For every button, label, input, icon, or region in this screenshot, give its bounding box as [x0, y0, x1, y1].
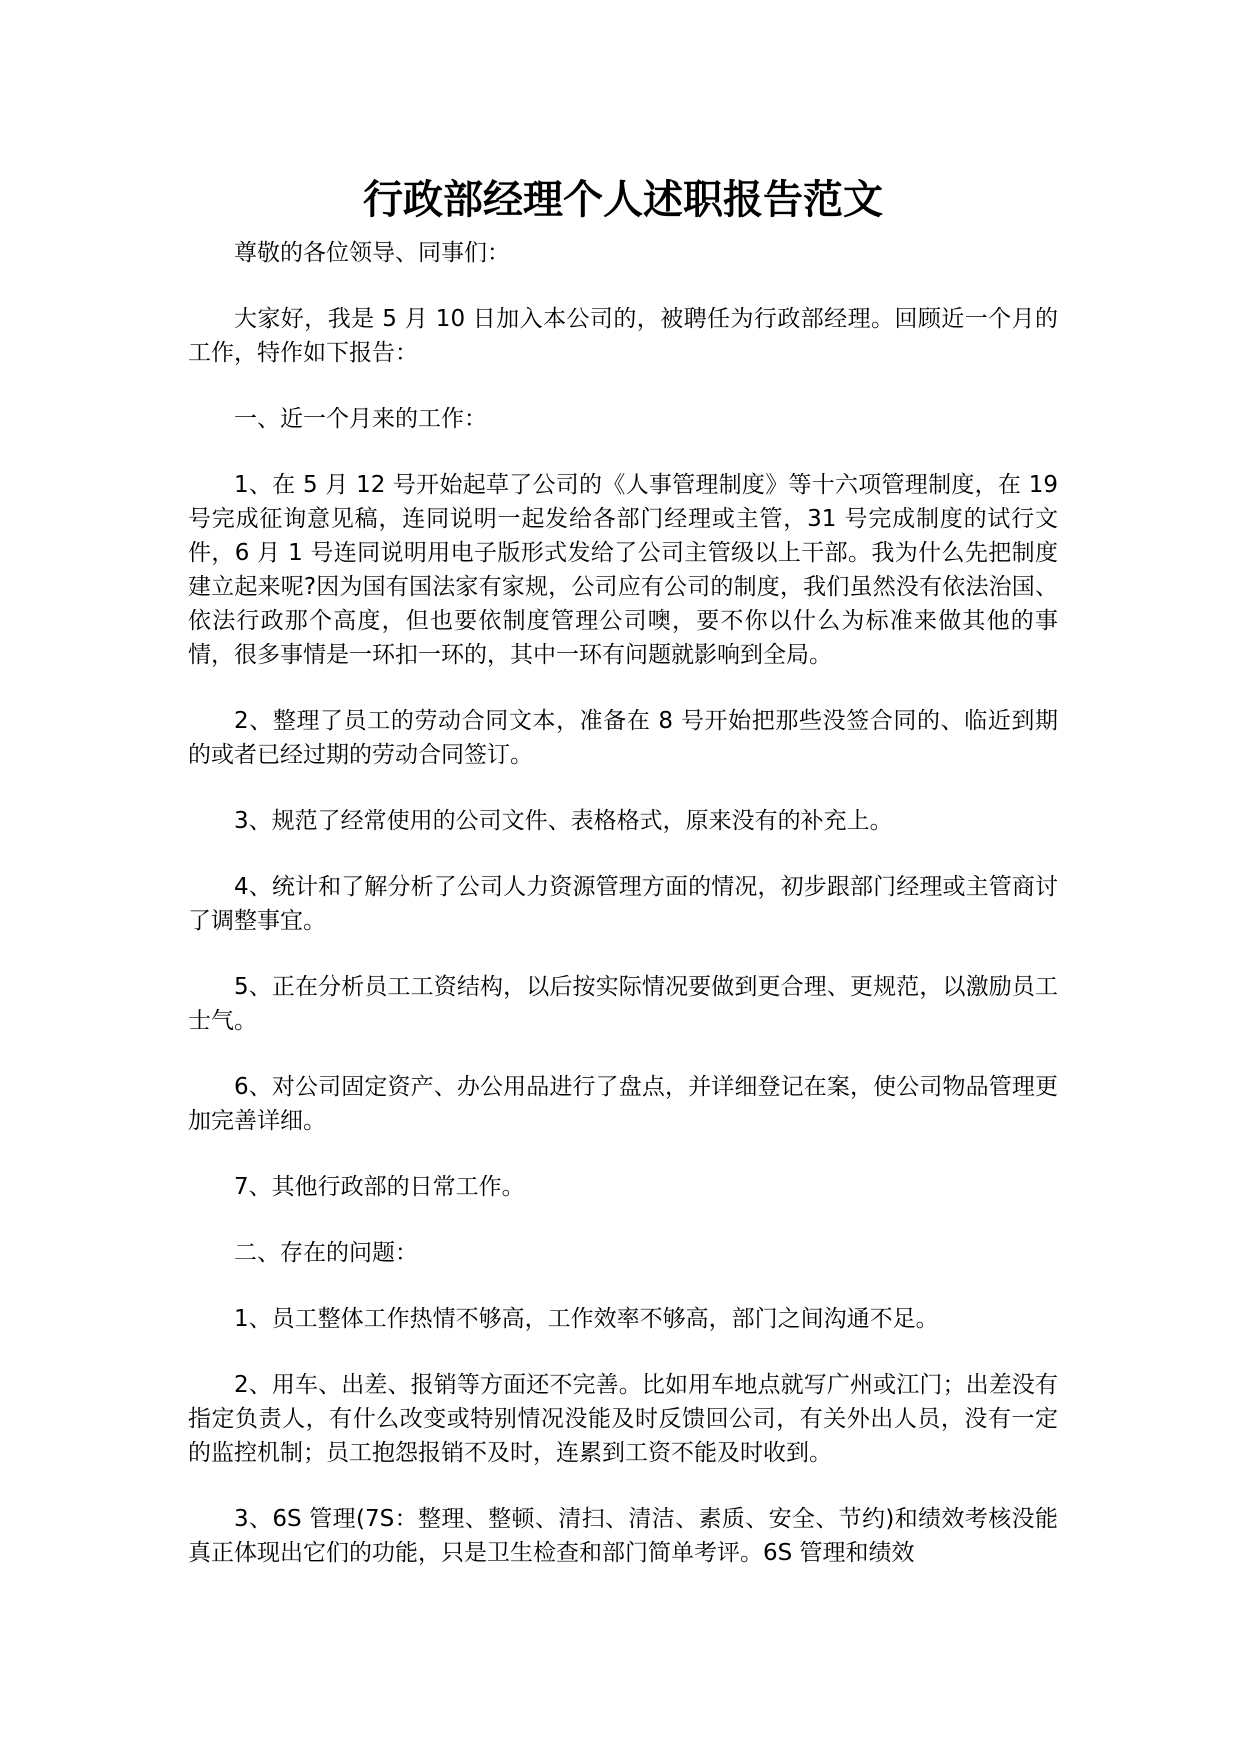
work-item-2: 2、整理了员工的劳动合同文本，准备在 8 号开始把那些没签合同的、临近到期的或者已经过期的劳动合同签订。	[188, 708, 1058, 768]
intro-paragraph: 大家好，我是 5 月 10 日加入本公司的，被聘任为行政部经理。回顾近一个月的工作，特作如下报告：	[188, 306, 1058, 366]
work-item-5: 5、正在分析员工工资结构，以后按实际情况要做到更合理、更规范，以激励员工士气。	[188, 974, 1058, 1034]
problem-item-3: 3、6S 管理(7S：整理、整顿、清扫、清洁、素质、安全、节约)和绩效考核没能真正体现出它们的功能，只是卫生检查和部门简单考评。6S 管理和绩效	[188, 1506, 1058, 1566]
work-item-4: 4、统计和了解分析了公司人力资源管理方面的情况，初步跟部门经理或主管商讨了调整事宜。	[188, 874, 1058, 934]
work-item-6: 6、对公司固定资产、办公用品进行了盘点，并详细登记在案，使公司物品管理更加完善详细。	[188, 1074, 1058, 1134]
work-item-3: 3、规范了经常使用的公司文件、表格格式，原来没有的补充上。	[234, 808, 893, 834]
document-title: 行政部经理个人述职报告范文	[363, 177, 883, 223]
document-page	[188, 170, 1058, 1602]
section-heading-problems: 二、存在的问题：	[234, 1240, 418, 1266]
problem-item-2: 2、用车、出差、报销等方面还不完善。比如用车地点就写广州或江门；出差没有指定负责人，有什么改变或特别情况没能及时反馈回公司，有关外出人员，没有一定的监控机制；员工抱怨报销不及时，连累到工资不能及时收到。	[188, 1372, 1058, 1466]
salutation: 尊敬的各位领导、同事们：	[234, 240, 510, 266]
work-item-1: 1、在 5 月 12 号开始起草了公司的《人事管理制度》等十六项管理制度，在 19 号完成征询意见稿，连同说明一起发给各部门经理或主管，31 号完成制度的试行文件，6 月 1 号连同说明用电子版形式发给了公司主管级以上干部。我为什么先把制度建立起来呢?因为国有国法家有家规，公司应有公司的制度，我们虽然没有依法治国、依法行政那个高度，但也要依制度管理公司噢，要不你以什么为标准来做其他的事情，很多事情是一环扣一环的，其中一环有问题就影响到全局。	[188, 472, 1058, 668]
work-item-7: 7、其他行政部的日常工作。	[234, 1174, 525, 1200]
section-heading-work: 一、近一个月来的工作：	[234, 406, 487, 432]
problem-item-1: 1、员工整体工作热情不够高，工作效率不够高，部门之间沟通不足。	[234, 1306, 939, 1332]
